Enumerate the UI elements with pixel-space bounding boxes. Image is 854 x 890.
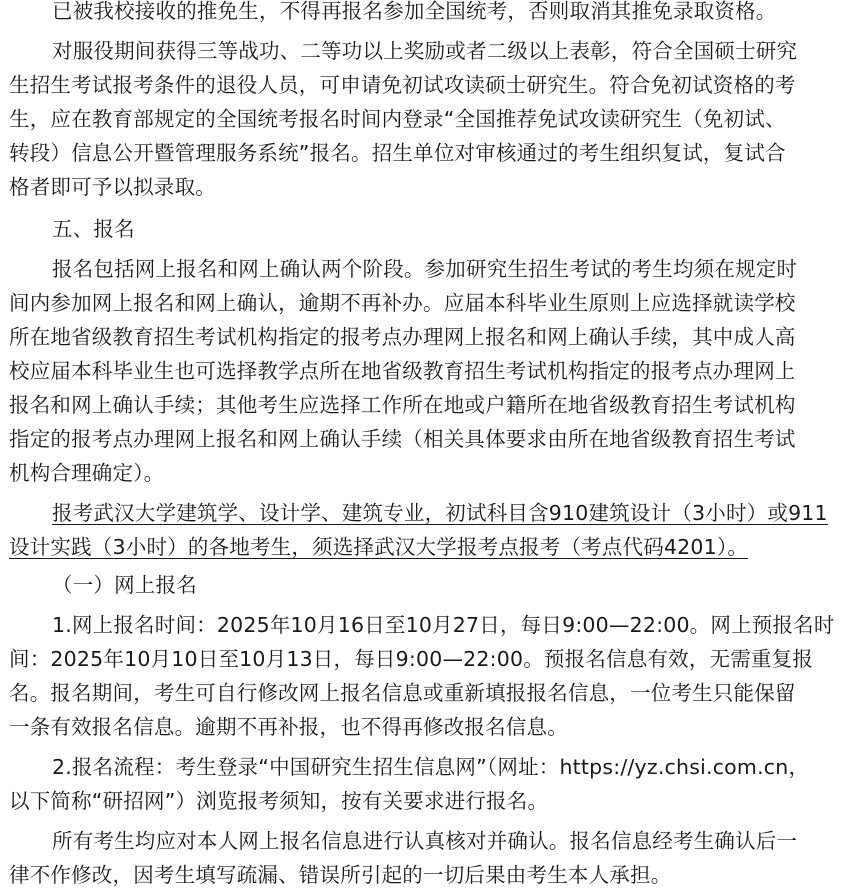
text-line: 格者即可予以拟录取。	[9, 175, 216, 199]
text-line: 报名和网上确认手续；其他考生应选择工作所在地或户籍所在地省级教育招生考试机构	[9, 393, 796, 417]
text-line: 转段）信息公开暨管理服务系统”报名。招生单位对审核通过的考生组织复试，复试合	[9, 141, 786, 165]
section-heading: 五、报名	[52, 217, 135, 241]
text-line: 一条有效报名信息。逾期不再补报，也不得再修改报名信息。	[9, 715, 568, 739]
text-line: 机构合理确定）。	[9, 461, 165, 485]
text-line: 生，应在教育部规定的全国统考报名时间内登录“全国推荐免试攻读研究生（免初试、	[9, 107, 786, 131]
text-line: 名。报名期间，考生可自行修改网上报名信息或重新填报报名信息，一位考生只能保留	[9, 681, 796, 705]
text-line: 校应届本科毕业生也可选择教学点所在地省级教育招生考试机构指定的报考点办理网上	[9, 359, 796, 383]
text-line: 所在地省级教育招生考试机构指定的报考点办理网上报名和网上确认手续，其中成人高	[9, 325, 796, 349]
subsection-heading: （一）网上报名	[52, 573, 197, 597]
text-line: 1.网上报名时间：2025年10月16日至10月27日，每日9:00—22:00。网上预报名时	[52, 613, 835, 637]
text-line: 已被我校接收的推免生，不得再报名参加全国统考，否则取消其推免录取资格。	[52, 0, 777, 23]
text-line: 报名包括网上报名和网上确认两个阶段。参加研究生招生考试的考生均须在规定时	[52, 257, 798, 281]
text-line: 对服役期间获得三等战功、二等功以上奖励或者二级以上表彰，符合全国硕士研究	[52, 39, 798, 63]
text-line: 以下简称“研招网”）浏览报考须知，按有关要求进行报名。	[9, 789, 549, 813]
text-line: 指定的报考点办理网上报名和网上确认手续（相关具体要求由所在地省级教育招生考试	[9, 427, 796, 451]
text-line: 所有考生均应对本人网上报名信息进行认真核对并确认。报名信息经考生确认后一	[52, 829, 798, 853]
text-line: 间内参加网上报名和网上确认，逾期不再补办。应届本科毕业生原则上应选择就读学校	[9, 291, 796, 315]
text-line: 间：2025年10月10日至10月13日，每日9:00—22:00。预报名信息有效，无需重复报	[9, 647, 814, 671]
text-line: 律不作修改，因考生填写疏漏、错误所引起的一切后果由考生本人承担。	[9, 863, 672, 887]
text-line: 2.报名流程：考生登录“中国研究生招生信息网”（网址：https://yz.chsi.com.cn，	[52, 755, 810, 779]
underlined-notice-line: 设计实践（3小时）的各地考生，须选择武汉大学报考点报考（考点代码4201）。	[9, 535, 749, 559]
underlined-notice-line: 报考武汉大学建筑学、设计学、建筑专业，初试科目含910建筑设计（3小时）或911	[52, 501, 828, 525]
text-line: 生招生考试报考条件的退役人员，可申请免初试攻读硕士研究生。符合免初试资格的考	[9, 73, 796, 97]
